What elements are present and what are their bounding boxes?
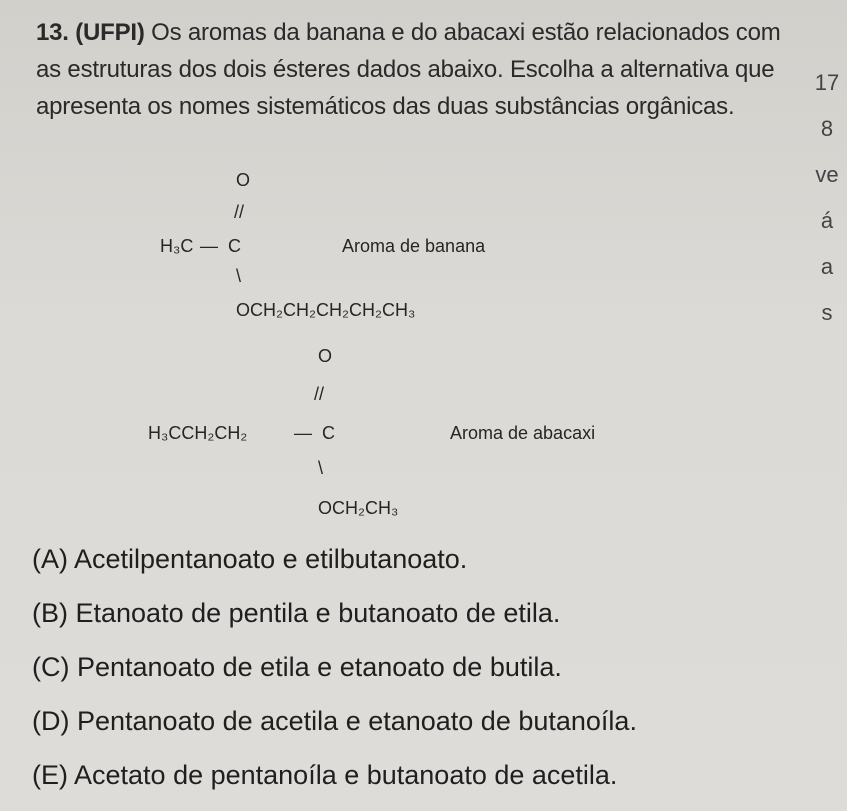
carbonyl-carbon: C xyxy=(322,423,335,443)
alkoxy-group: OCH₂CH₃ xyxy=(318,498,399,518)
margin-note: s xyxy=(821,300,833,325)
propyl-group: H₃CCH₂CH₂ xyxy=(148,423,248,443)
option-e[interactable]: (E) Acetato de pentanoíla e butanoato de acetila. xyxy=(32,760,618,790)
answer-options xyxy=(32,532,822,802)
structure-label: Aroma de banana xyxy=(342,236,486,256)
single-bond: — xyxy=(294,423,312,443)
carbonyl-oxygen: O xyxy=(236,170,251,190)
margin-note: 8 xyxy=(820,116,834,141)
margin-note: ve xyxy=(815,162,839,187)
methyl-group: H₃C xyxy=(160,236,194,256)
margin-note: 17 xyxy=(814,70,840,95)
question-source: (UFPI) xyxy=(75,19,145,46)
margin-note: a xyxy=(820,254,834,279)
option-b[interactable]: (B) Etanoato de pentila e butanoato de etila. xyxy=(32,598,561,628)
option-c[interactable]: (C) Pentanoato de etila e etanoato de butila. xyxy=(32,652,562,682)
single-bond: — xyxy=(200,236,218,256)
margin-handwriting xyxy=(807,60,847,336)
question-block xyxy=(36,14,796,125)
carbonyl-oxygen: O xyxy=(318,346,333,366)
carbonyl-carbon: C xyxy=(228,236,241,256)
ester-bond: \ xyxy=(236,266,242,286)
question-text: Os aromas da banana e do abacaxi estão relacionados com as estruturas dos dois ésteres dados abaixo. Escolha a alternativa que apresenta os nomes sistemáticos das duas substâncias orgânicas. xyxy=(36,19,781,120)
ester-bond: \ xyxy=(318,458,324,478)
option-d[interactable]: (D) Pentanoato de acetila e etanoato de butanoíla. xyxy=(32,706,637,736)
margin-note: á xyxy=(820,208,834,233)
alkoxy-group: OCH₂CH₂CH₂CH₂CH₃ xyxy=(236,300,416,320)
question-number: 13. xyxy=(36,19,69,46)
structure-label: Aroma de abacaxi xyxy=(450,423,596,443)
double-bond: // xyxy=(314,384,325,404)
double-bond: // xyxy=(234,202,245,222)
option-a[interactable]: (A) Acetilpentanoato e etilbutanoato. xyxy=(32,544,468,574)
